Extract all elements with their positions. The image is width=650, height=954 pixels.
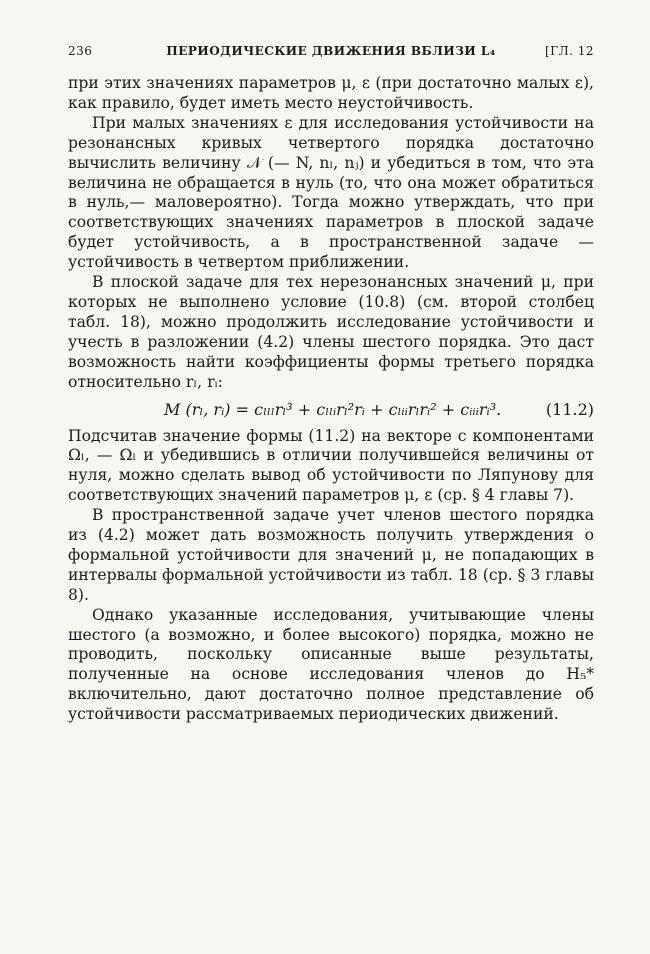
page-body — [68, 74, 594, 725]
equation-number: (11.2) — [545, 399, 594, 419]
paragraph-spatial-problem: В пространственной задаче учет членов шестого порядка из (4.2) может дать возможность получить утверждения о формальной устойчивости для значений μ, не попадающих в интервалы формальной устойчивости из табл. 18 (ср. § 3 главы 8). — [68, 506, 594, 604]
paragraph-lyapunov: Подсчитав значение формы (11.2) на векторе с компонентами Ωₗ, — Ωₗ и убедившись в отличии получившейся величины от нуля, можно сделать вывод об устойчивости по Ляпунову для соответствующих значений параметров μ, ε (ср. § 4 главы 7). — [68, 426, 594, 505]
running-title: ПЕРИОДИЧЕСКИЕ ДВИЖЕНИЯ ВБЛИЗИ L₄ — [166, 44, 496, 58]
paragraph-continuation: при этих значениях параметров μ, ε (при достаточно малых ε), как правило, будет иметь место неустойчивость. — [68, 74, 594, 112]
page-number: 236 — [68, 44, 93, 58]
paragraph-small-epsilon: При малых значениях ε для исследования устойчивости на резонансных кривых четвертого порядка достаточно вычислить величину 𝒩 (— N, nₗ, nⱼ) и убедиться в том, что эта величина не обращается в нуль (то, что она может обратиться в нуль,— маловероятно). Тогда можно утверждать, что при соответствующих значениях параметров в плоской задаче будет устойчивость, а в пространственной задаче — устойчивость в четвертом приближении. — [68, 113, 594, 272]
equation-expression: M (rₗ, rᵢ) = cₗₗₗrₗ³ + cₗₗᵢrₗ²rᵢ + cₗᵢᵢrₗrᵢ² + cᵢᵢᵢrᵢ³. — [164, 399, 502, 419]
page-header — [68, 44, 594, 66]
chapter-label: [ГЛ. 12 — [544, 44, 594, 58]
equation-11-2 — [68, 396, 594, 426]
paragraph-conclusion: Однако указанные исследования, учитывающие члены шестого (а возможно, и более высокого) порядка, можно не проводить, поскольку описанные выше результаты, полученные на основе исследования членов до H₅* включительно, дают достаточно полное представление об устойчивости рассматриваемых периодических движений. — [68, 605, 594, 724]
paragraph-plane-problem: В плоской задаче для тех нерезонансных значений μ, при которых не выполнено условие (10.8) (см. второй столбец табл. 18), можно продолжить исследование устойчивости и учесть в разложении (4.2) члены шестого порядка. Это даст возможность найти коэффициенты формы третьего порядка относительно rₗ, rᵢ: — [68, 273, 594, 391]
